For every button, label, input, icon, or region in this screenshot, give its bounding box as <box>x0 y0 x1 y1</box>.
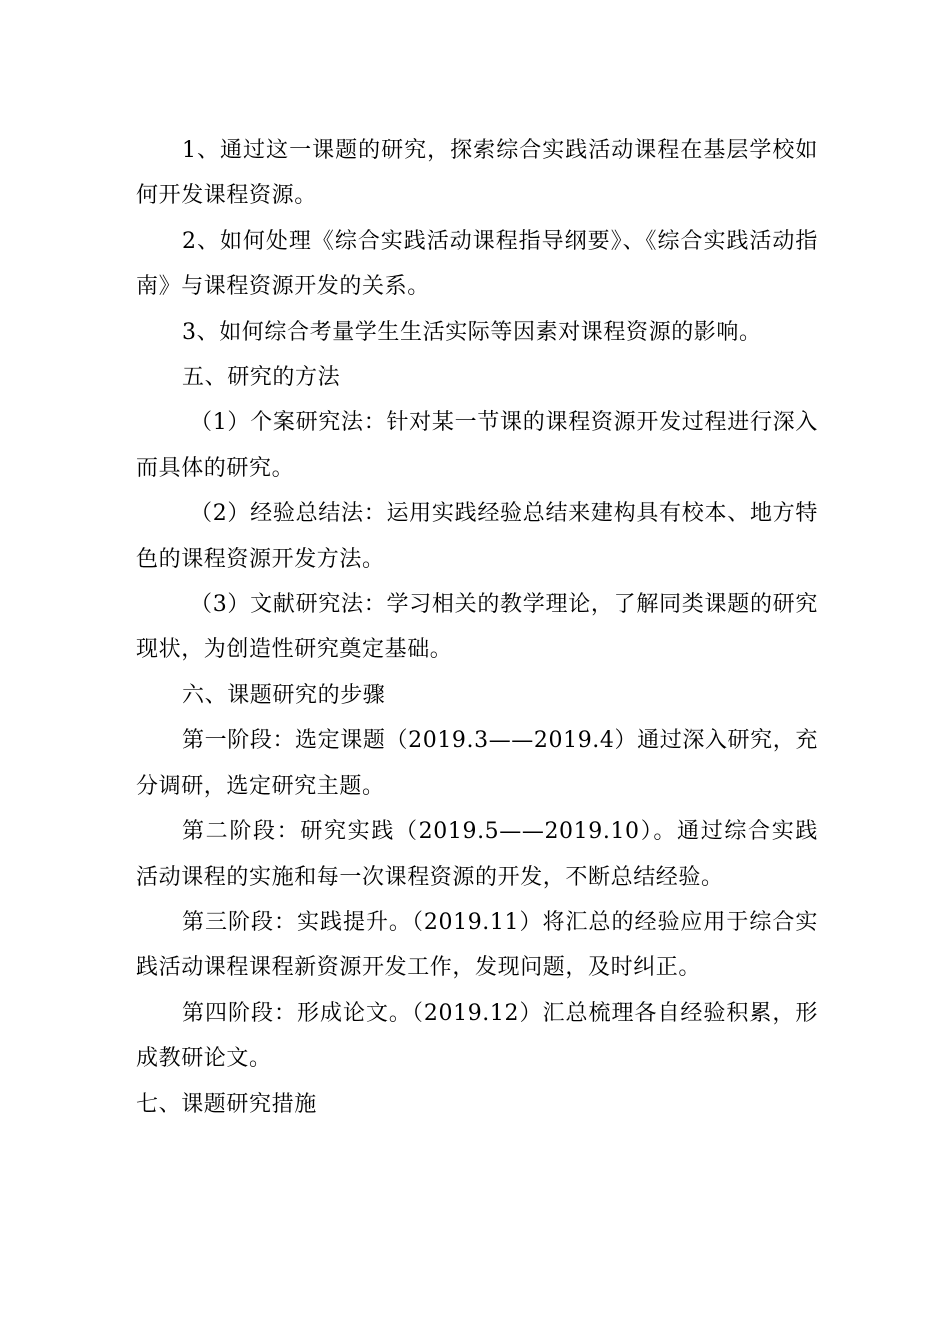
stage-1: 第一阶段：选定课题（2019.3——2019.4）通过深入研究，充分调研，选定研究主题。 <box>136 728 818 799</box>
research-question-2: 2、如何处理《综合实践活动课程指导纲要》、《综合实践活动指南》与课程资源开发的关系。 <box>136 228 818 300</box>
research-question-3: 3、如何综合考量学生生活实际等因素对课程资源的影响。 <box>182 319 762 345</box>
research-question-1: 1、通过这一课题的研究，探索综合实践活动课程在基层学校如何开发课程资源。 <box>136 138 818 209</box>
method-experience-summary: （2）经验总结法：运用实践经验总结来建构具有校本、地方特色的课程资源开发方法。 <box>136 501 818 572</box>
method-literature-research: （3）文献研究法：学习相关的教学理论，了解同类课题的研究现状，为创造性研究奠定基础。 <box>136 592 818 663</box>
section-heading-steps: 六、课题研究的步骤 <box>182 682 386 708</box>
section-heading-methods: 五、研究的方法 <box>182 365 341 391</box>
method-case-study: （1）个案研究法：针对某一节课的课程资源开发过程进行深入而具体的研究。 <box>136 410 818 481</box>
stage-2: 第二阶段：研究实践（2019.5——2019.10）。通过综合实践活动课程的实施和每一次课程资源的开发，不断总结经验。 <box>136 819 818 890</box>
section-heading-measures: 七、课题研究措施 <box>136 1091 317 1117</box>
document-body <box>136 128 818 1127</box>
stage-3: 第三阶段：实践提升。（2019.11）将汇总的经验应用于综合实践活动课程课程新资源开发工作，发现问题，及时纠正。 <box>136 909 818 981</box>
stage-4: 第四阶段：形成论文。（2019.12）汇总梳理各自经验积累，形成教研论文。 <box>136 1000 818 1072</box>
